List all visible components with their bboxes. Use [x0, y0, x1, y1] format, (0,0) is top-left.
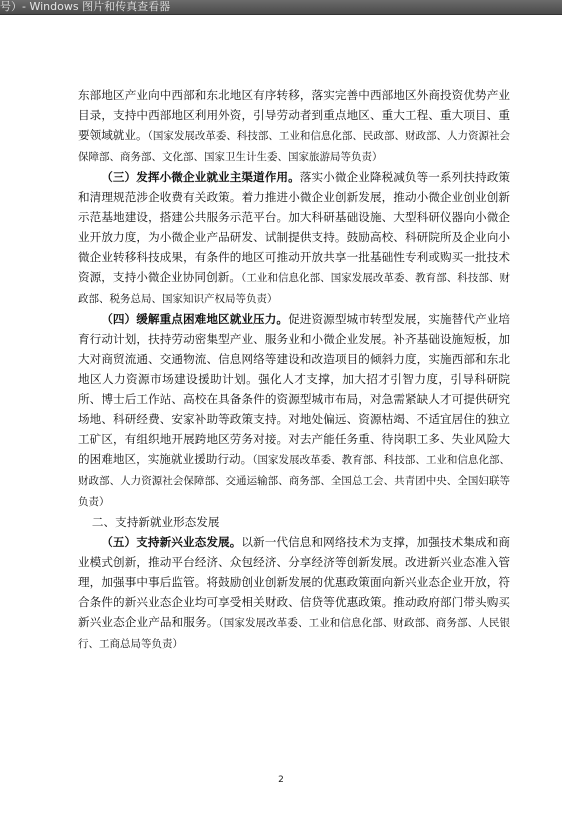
section-heading: 二、支持新就业形态发展 [91, 515, 220, 529]
paragraph-responsible-note: （国家发展改革委、教育部、科技部、工业和信息化部、财政部、人力资源社会保障部、交通运输部、商务部、全国总工会、共青团中央、全国妇联等负责） [78, 454, 510, 508]
paragraph-continued [78, 85, 510, 167]
paragraph-lead: （四）缓解重点困难地区就业压力。 [101, 312, 289, 326]
paragraph-responsible-note: （工业和信息化部、国家发展改革委、教育部、科技部、财政部、税务总局、国家知识产权局等负责） [78, 272, 510, 305]
paragraph-lead: （三）发挥小微企业就业主渠道作用。 [101, 170, 300, 184]
paragraph-body: 落实小微企业降税减负等一系列扶持政策和清理规范涉企收费有关政策。着力推进小微企业创新发展，推动小微企业创业创新示范基地建设，搭建公共服务示范平台。加大科研基础设施、大型科研仪器向小微企业开放力度，为小微企业产品研发、试制提供支持。鼓励高校、科研院所及企业向小微企业转移科技成果，有条件的地区可推动开放共享一批基础性专利或购买一批技术资源，支持小微企业协同创新。 [78, 170, 510, 284]
document-viewport[interactable] [0, 15, 562, 821]
paragraph-lead: （五）支持新兴业态发展。 [101, 535, 242, 549]
paragraph-body: 促进资源型城市转型发展，实施替代产业培育行动计划，扶持劳动密集型产业、服务业和小微企业发展。补齐基础设施短板，加大对商贸流通、交通物流、信息网络等建设和改造项目的倾斜力度，实施西部和东北地区人力资源市场建设援助计划。强化人才支撑，加大招才引智力度，引导科研院所、博士后工作站、高校在具备条件的资源型城市布局，对急需紧缺人才可提供研究场地、科研经费、安家补助等政策支持。对地处偏远、资源枯竭、不适宜居住的独立工矿区，有组织地开展跨地区劳务对接。对去产能任务重、待岗职工多、失业风险大的困难地区，实施就业援助行动。 [78, 312, 510, 466]
window-title: 号）- Windows 图片和传真查看器 [0, 0, 171, 13]
paragraph-responsible-note: （国家发展改革委、工业和信息化部、财政部、商务部、人民银行、工商总局等负责） [78, 617, 510, 650]
paragraph-body: 以新一代信息和网络技术为支撑，加强技术集成和商业模式创新，推动平台经济、众包经济、分享经济等创新发展。改进新兴业态准入管理，加强事中事后监管。将鼓励创业创新发展的优惠政策面向新兴业态企业开放，符合条件的新兴业态企业均可享受相关财政、信贷等优惠政策。推动政府部门带头购买新兴业态企业产品和服务。 [78, 535, 510, 629]
window-title-bar [0, 0, 562, 15]
paragraph-difficult-regions [78, 309, 510, 512]
document-page [78, 85, 510, 654]
paragraph-new-business-forms [78, 532, 510, 654]
paragraph-body: 东部地区产业向中西部和东北地区有序转移，落实完善中西部地区外商投资优势产业目录，支持中西部地区利用外资，引导劳动者到重点地区、重大工程、重大项目、重要领域就业。 [78, 88, 510, 142]
page-number: 2 [278, 775, 284, 785]
paragraph-small-micro-enterprises [78, 167, 510, 309]
paragraph-responsible-note: （国家发展改革委、科技部、工业和信息化部、民政部、财政部、人力资源社会保障部、商务部、文化部、国家卫生计生委、国家旅游局等负责） [78, 130, 510, 163]
